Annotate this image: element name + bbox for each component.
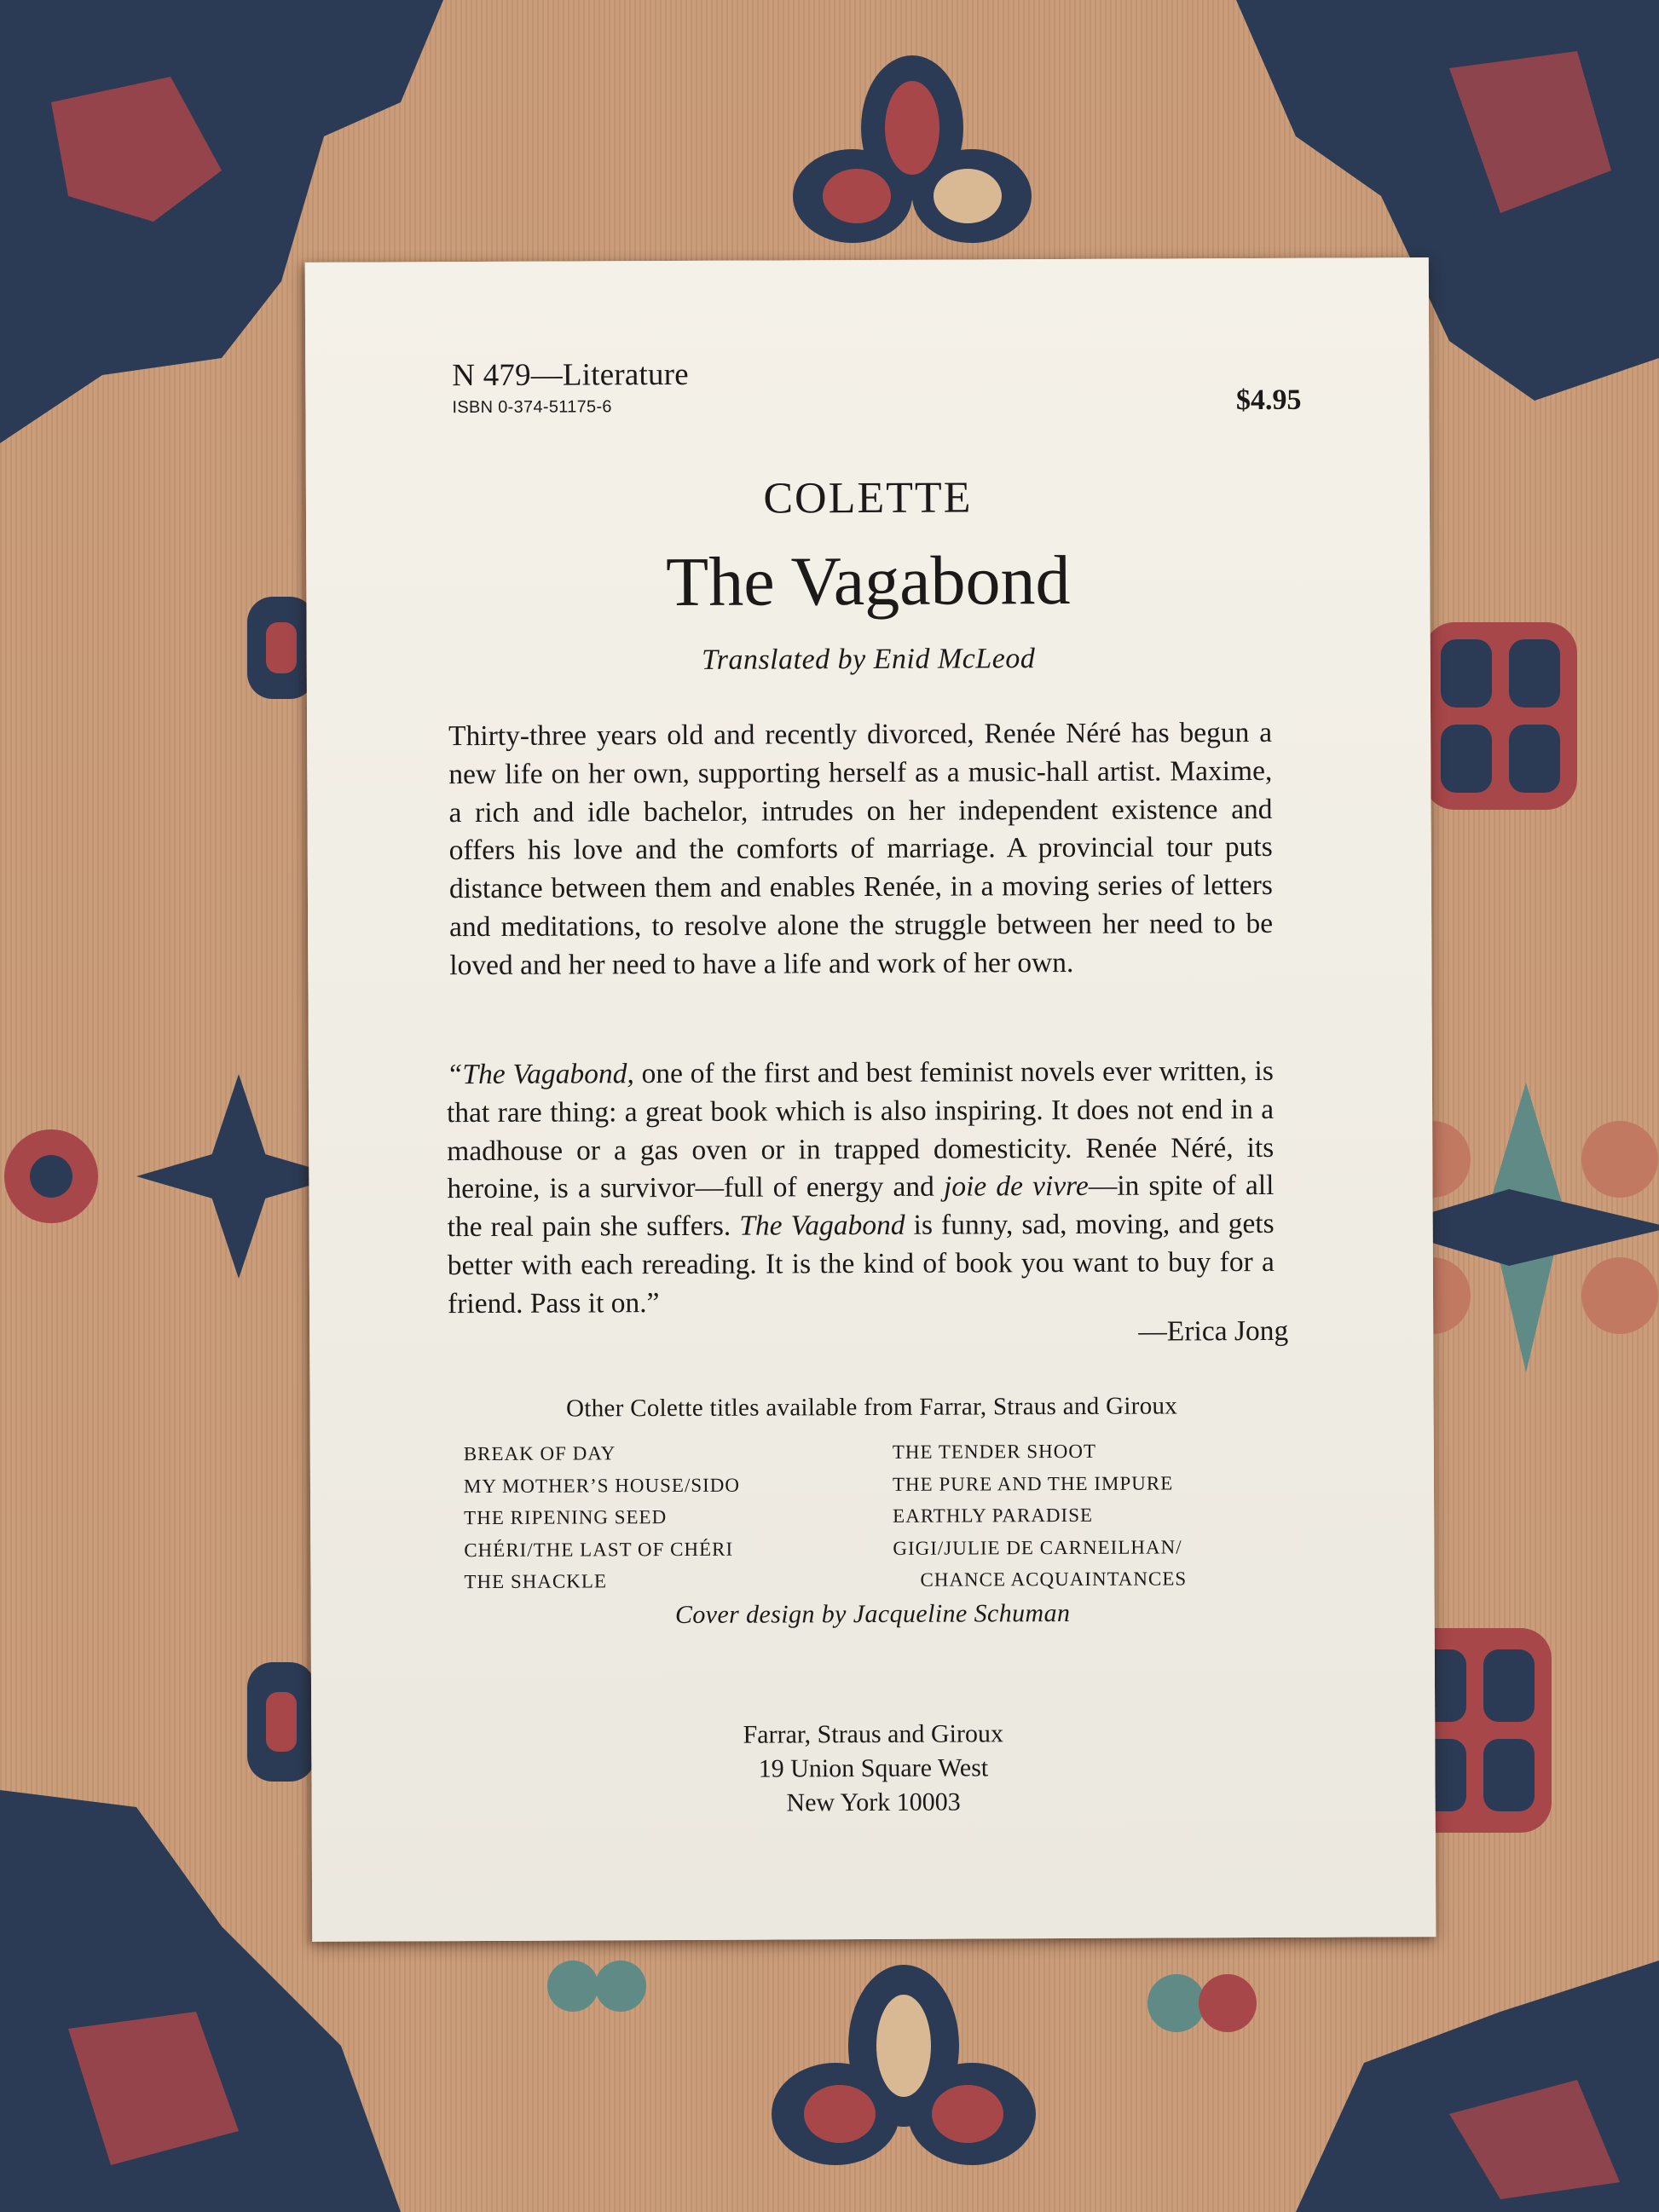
quote-attribution: —Erica Jong <box>1138 1314 1289 1348</box>
list-item: BREAK OF DAY <box>463 1442 616 1465</box>
list-item: CHANCE ACQUAINTANCES <box>920 1568 1188 1591</box>
cover-design-credit: Cover design by Jacqueline Schuman <box>674 1598 1071 1630</box>
quote-part-3: joie de vivre <box>943 1170 1089 1204</box>
list-item: THE RIPENING SEED <box>464 1506 668 1529</box>
list-item: CHÉRI/THE LAST OF CHÉRI <box>464 1538 734 1561</box>
publisher-city: New York 10003 <box>786 1788 961 1817</box>
other-titles-right-list <box>893 1435 1188 1596</box>
quote-part-6: is funny, sad, moving, and gets better with each rereading. It is the kind of book you want to buy for a friend. Pass it on.” <box>447 1208 1275 1320</box>
blurb-paragraph: Thirty-three years old and recently divorced, Renée Néré has begun a new life on her own, supporting herself as a music-hall artist. Maxime, a rich and idle bachelor, intrudes on her independent existence and offers his love and the comforts of marriage. A provincial tour puts distance between them and enables Renée, in a moving series of letters and meditations, to resolve alone the struggle between her need to be loved and her need to have a life and work of her own. <box>448 716 1274 981</box>
publisher-name: Farrar, Straus and Giroux <box>743 1719 1004 1749</box>
list-item: GIGI/JULIE DE CARNEILHAN/ <box>893 1535 1182 1559</box>
list-item: THE SHACKLE <box>464 1570 608 1593</box>
quote-part-4: —in spite of all the real pain she suffers. <box>447 1170 1275 1244</box>
publisher-address <box>311 1715 1436 1822</box>
review-quote <box>447 1053 1275 1324</box>
quote-part-1: “The Vagabond, <box>446 1058 634 1091</box>
book-title: The Vagabond <box>665 540 1071 621</box>
price: $4.95 <box>1235 384 1302 417</box>
isbn: ISBN 0-374-51175-6 <box>452 397 612 418</box>
translator-credit: Translated by Enid McLeod <box>702 643 1036 676</box>
quote-part-5: The Vagabond <box>739 1210 905 1242</box>
list-item: THE TENDER SHOOT <box>892 1440 1097 1463</box>
list-item: MY MOTHER’S HOUSE/SIDO <box>463 1474 741 1497</box>
other-titles-heading: Other Colette titles available from Farrar, Straus and Giroux <box>566 1392 1178 1423</box>
series-number: N 479—Literature <box>452 356 689 394</box>
list-item: EARTHLY PARADISE <box>893 1504 1094 1527</box>
author-name: COLETTE <box>763 473 973 523</box>
quote-part-2: one of the first and best feminist novels ever written, is that rare thing: a great book which is also inspiring. It does not end in a madhouse or a gas oven or in trapped domesticity. Renée Néré, its heroine, is a survivor—full of energy and <box>446 1054 1275 1205</box>
publisher-street: 19 Union Square West <box>758 1753 989 1783</box>
book-back-cover <box>305 257 1436 1942</box>
list-item: THE PURE AND THE IMPURE <box>892 1471 1174 1495</box>
other-titles-left-list <box>464 1437 741 1598</box>
